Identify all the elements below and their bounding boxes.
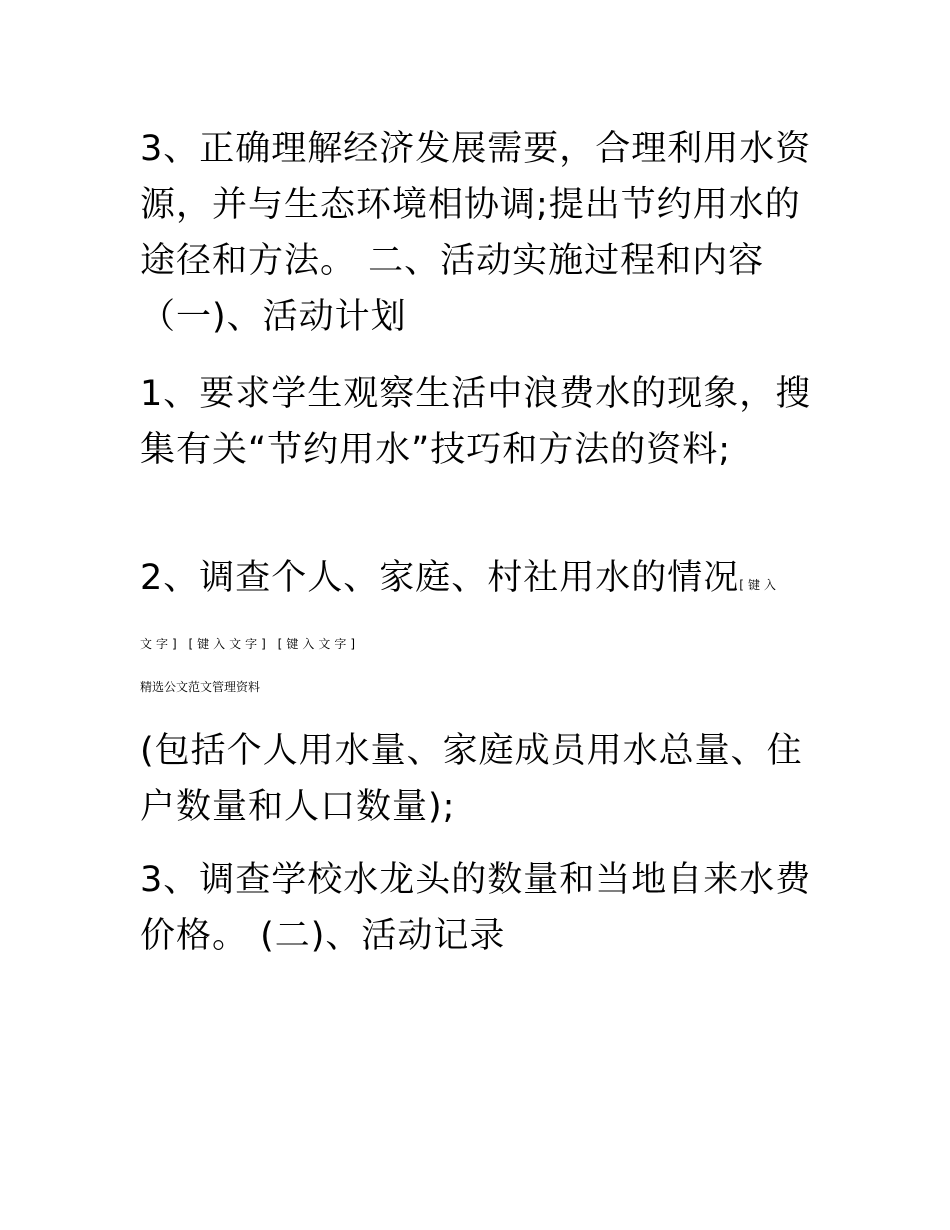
paragraph-4: (包括个人用水量、家庭成员用水总量、住户数量和人口数量); [140, 731, 803, 827]
paragraph-2: 1、要求学生观察生活中浪费水的现象，搜集有关“节约用水”技巧和方法的资料; [140, 374, 812, 470]
paragraph-3-text: 2、调查个人、家庭、村社用水的情况 [140, 558, 740, 598]
paragraph-5: 3、调查学校水龙头的数量和当地自来水费价格。 (二)、活动记录 [140, 860, 812, 956]
paragraph-3 [140, 550, 820, 613]
document-caption: 精选公文范文管理资料 [140, 680, 261, 694]
placeholder-text-start: [键入 [739, 578, 780, 592]
paragraph-1: 3、正确理解经济发展需要，合理利用水资源，并与生态环境相协调;提出节约用水的途径和方法。 二、活动实施过程和内容（一)、活动计划 [140, 129, 812, 337]
placeholder-text-line: 文字] [键入文字] [键入文字] [140, 637, 360, 651]
